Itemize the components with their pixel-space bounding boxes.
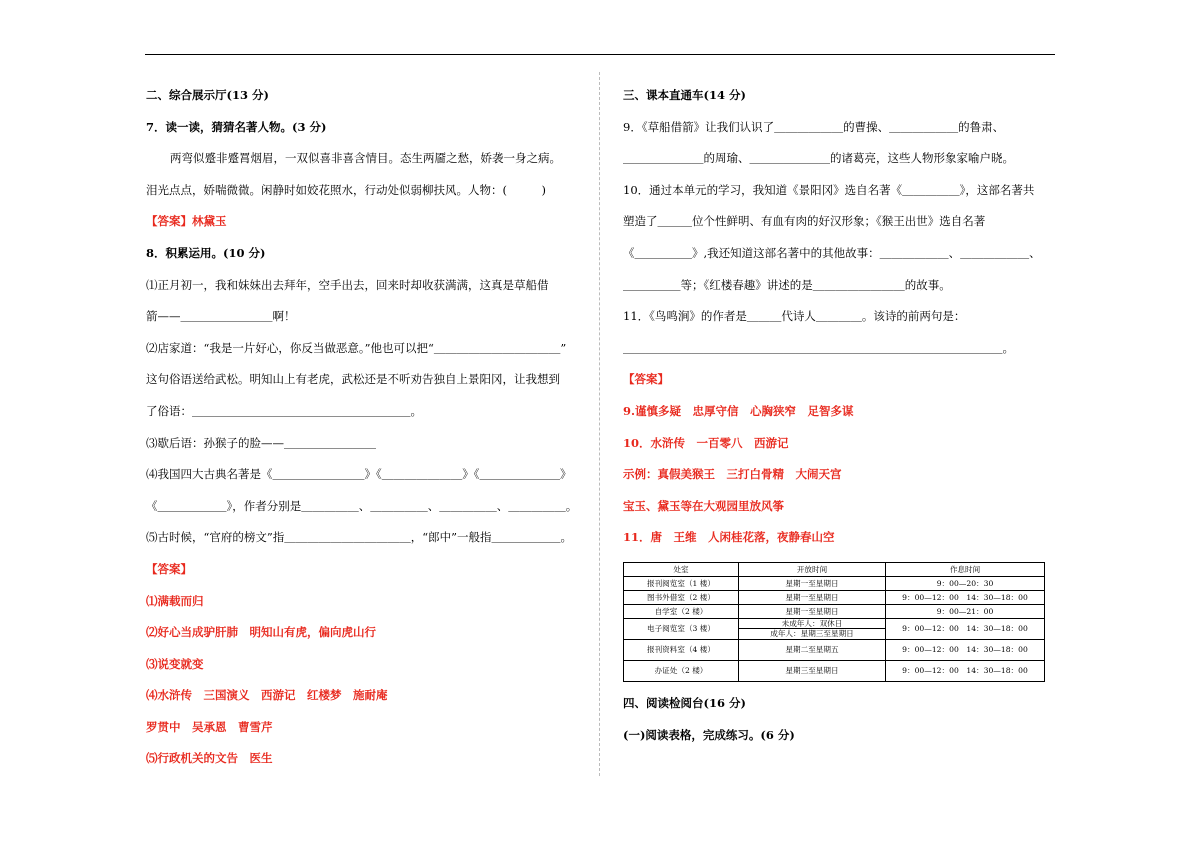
q8-part4-line2: 《＿＿＿＿＿＿》，作者分别是＿＿＿＿＿、＿＿＿＿＿、＿＿＿＿＿、＿＿＿＿＿。 [146, 498, 578, 513]
q8-part2-line3: 了俗语：＿＿＿＿＿＿＿＿＿＿＿＿＿＿＿＿＿＿＿。 [146, 403, 422, 418]
cell-room: 自学室（2 楼） [624, 604, 739, 618]
q11-line1: 11．《鸟鸣涧》的作者是＿＿＿代诗人＿＿＿＿。该诗的前两句是： [623, 309, 966, 324]
q8-part1-line1: ⑴正月初一，我和妹妹出去拜年，空手出去，回来时却收获满满，这真是草船借 [146, 277, 549, 292]
right-column [623, 80, 1055, 751]
q7-title: 7．读一读，猜猜名著人物。(3 分) [146, 119, 327, 134]
cell-room: 电子阅览室（3 楼） [624, 618, 739, 639]
cell-room: 报刊阅览室（1 楼） [624, 576, 739, 590]
section4-title: 四、阅读检阅台(16 分) [623, 695, 746, 710]
q8-part2-line2: 这句俗语送给武松。明知山上有老虎，武松还是不听劝告独自上景阳冈，让我想到 [146, 372, 560, 387]
q9-line2: ＿＿＿＿＿＿＿的周瑜、＿＿＿＿＿＿＿的诸葛亮，这些人物形象家喻户晓。 [623, 151, 1014, 166]
q7-text-line2: 泪光点点，娇喘微微。闲静时如姣花照水，行动处似弱柳扶风。人物：( ) [146, 182, 546, 197]
cell-room: 报刊资料室（4 楼） [624, 639, 739, 660]
left-column [146, 80, 582, 775]
cell-hours: 9：00—21：00 [886, 604, 1045, 618]
answer-10c: 宝玉、黛玉等在大观园里放风筝 [623, 498, 784, 513]
cell-hours: 9：00—12：00 14：30—18：00 [886, 590, 1045, 604]
library-schedule-table [623, 562, 1045, 682]
cell-open-days: 星期一至星期日 [739, 590, 886, 604]
table-row [624, 660, 1045, 681]
section3-title: 三、课本直通车(14 分) [623, 88, 746, 102]
q8-part5: ⑸古时候，“官府的榜文”指＿＿＿＿＿＿＿＿＿＿＿，“郎中”一般指＿＿＿＿＿＿。 [146, 530, 573, 545]
answer-10b: 示例：真假美猴王 三打白骨精 大闹天宫 [623, 467, 842, 482]
cell-open-days-adults: 成年人：星期三至星期日 [739, 628, 885, 639]
cell-open-days: 星期一至星期日 [739, 604, 886, 618]
cell-hours: 9：00—20：30 [886, 576, 1045, 590]
table-row [624, 604, 1045, 618]
cell-open-days-minors: 未成年人：双休日 [781, 618, 843, 628]
cell-open-days: 星期三至星期日 [739, 660, 886, 681]
answer-label: 【答案】 [623, 372, 669, 387]
q10-line2: 塑造了＿＿＿位个性鲜明、有血有肉的好汉形象；《猴王出世》选自名著 [623, 214, 986, 229]
cell-hours: 9：00—12：00 14：30—18：00 [886, 660, 1045, 681]
cell-room: 图书外借室（2 楼） [624, 590, 739, 604]
header-rule [145, 54, 1055, 55]
q8-answer-5: ⑸行政机关的文告 医生 [146, 751, 273, 766]
cell-open-days: 星期一至星期日 [739, 576, 886, 590]
q8-answer-3: ⑶说变就变 [146, 656, 204, 671]
q8-part4-line1: ⑷我国四大古典名著是《＿＿＿＿＿＿＿＿》《＿＿＿＿＿＿＿》《＿＿＿＿＿＿＿》 [146, 467, 572, 482]
q8-answer-label: 【答案】 [146, 561, 192, 576]
cell-room: 办证处（2 楼） [624, 660, 739, 681]
q7-answer: 【答案】林黛玉 [146, 214, 227, 229]
answer-9: 9.谨慎多疑 忠厚守信 心胸狭窄 足智多谋 [623, 403, 854, 418]
q10-line1: 10．通过本单元的学习，我知道《景阳冈》选自名著《＿＿＿＿＿》，这部名著共 [623, 182, 1035, 197]
q11-line2: ＿＿＿＿＿＿＿＿＿＿＿＿＿＿＿＿＿＿＿＿＿＿＿＿＿＿＿＿＿＿＿＿＿。 [623, 340, 1014, 355]
cell-open-days: 星期二至星期五 [739, 639, 886, 660]
answer-11: 11．唐 王维 人闲桂花落，夜静春山空 [623, 530, 835, 545]
table-row [624, 618, 1045, 639]
table-row [624, 576, 1045, 590]
table-header-row [624, 562, 1045, 576]
section2-title: 二、综合展示厅(13 分) [146, 88, 269, 102]
q8-title: 8．积累运用。(10 分) [146, 245, 266, 260]
cell-hours: 9：00—12：00 14：30—18：00 [886, 618, 1045, 639]
q10-line3: 《＿＿＿＿＿》,我还知道这部名著中的其他故事：＿＿＿＿＿＿、＿＿＿＿＿＿、 [623, 245, 1041, 260]
q8-part2-line1: ⑵店家道：“我是一片好心，你反当做恶意。”他也可以把“＿＿＿＿＿＿＿＿＿＿＿” [146, 340, 567, 355]
q8-part1-line2: 箭——＿＿＿＿＿＿＿＿啊！ [146, 309, 296, 324]
cell-open-days-split [739, 618, 886, 639]
q8-answer-4a: ⑷水浒传 三国演义 西游记 红楼梦 施耐庵 [146, 688, 388, 703]
header-open-days: 开放时间 [739, 562, 886, 576]
q8-part3: ⑶歇后语：孙猴子的脸——＿＿＿＿＿＿＿＿ [146, 435, 376, 450]
column-divider [599, 72, 600, 776]
cell-hours: 9：00—12：00 14：30—18：00 [886, 639, 1045, 660]
q10-line4: ＿＿＿＿＿等；《红楼春趣》讲述的是＿＿＿＿＿＿＿＿的故事。 [623, 277, 951, 292]
answer-10a: 10．水浒传 一百零八 西游记 [623, 435, 789, 450]
q8-answer-4b: 罗贯中 吴承恩 曹雪芹 [146, 719, 273, 734]
q7-text-line1: 两弯似蹙非蹙罥烟眉，一双似喜非喜含情目。态生两靥之愁，娇袭一身之病。 [170, 151, 561, 166]
q9-line1: 9．《草船借箭》让我们认识了＿＿＿＿＿＿的曹操、＿＿＿＿＿＿的鲁肃、 [623, 119, 1005, 134]
table-row [624, 590, 1045, 604]
table-row [624, 639, 1045, 660]
q8-answer-2: ⑵好心当成驴肝肺 明知山有虎，偏向虎山行 [146, 625, 376, 640]
q8-answer-1: ⑴满载而归 [146, 593, 204, 608]
header-room: 处室 [624, 562, 739, 576]
subsection1-title: (一)阅读表格，完成练习。(6 分) [623, 727, 795, 742]
header-hours: 作息时间 [886, 562, 1045, 576]
